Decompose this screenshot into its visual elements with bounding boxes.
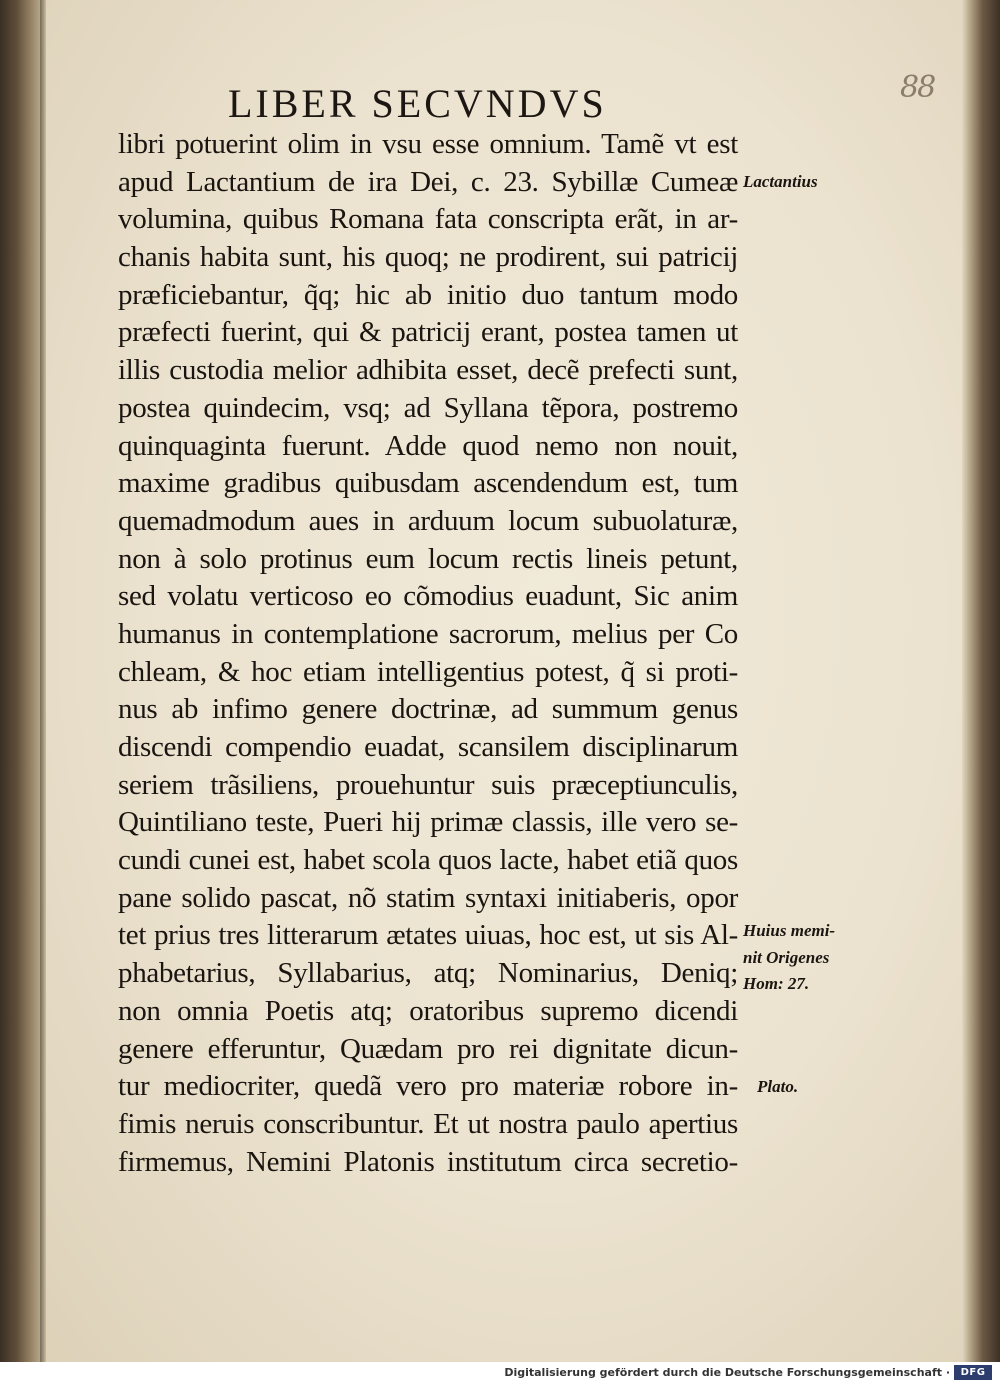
text-line: apud Lactantium de ira Dei, c. 23. Sybillæ Cumeæ — [118, 165, 738, 198]
text-line: tur mediocriter, quedã vero pro materiæ robore in- — [118, 1070, 738, 1103]
text-line: humanus in contemplatione sacrorum, melius per Co — [118, 617, 738, 650]
digitization-credit-text: Digitalisierung gefördert durch die Deutsche Forschungsgemeinschaft · — [504, 1366, 950, 1379]
margin-note-origenes-line1: Huius memi- — [743, 921, 836, 940]
text-line: præfecti fuerint, qui & patricij erant, postea tamen ut — [118, 316, 738, 349]
text-line: chleam, & hoc etiam intelligentius potest, q̃ si proti- — [118, 655, 738, 688]
folio-mark: 88 — [900, 70, 935, 105]
book-edge-right — [962, 0, 1000, 1362]
text-line: præficiebantur, q̃q; hic ab initio duo tantum modo — [118, 278, 738, 311]
text-line: pane solido pascat, nõ statim syntaxi initiaberis, opor — [118, 881, 738, 914]
dfg-logo: DFG — [954, 1365, 992, 1380]
text-line: firmemus, Nemini Platonis institutum circa secretio- — [118, 1145, 738, 1178]
text-line: volumina, quibus Romana fata conscripta erãt, in ar- — [118, 203, 738, 236]
margin-note-plato: Plato. — [757, 1077, 799, 1096]
text-line: non à solo protinus eum locum rectis lineis petunt, — [118, 542, 738, 575]
text-line: sed volatu verticoso eo cõmodius euadunt, Sic anim — [118, 580, 738, 613]
margin-note-origenes-line2: nit Origenes — [743, 948, 830, 967]
text-line: fimis neruis conscribuntur. Et ut nostra paulo apertius — [118, 1107, 738, 1140]
text-line: phabetarius, Syllabarius, atq; Nominarius, Deniq; — [118, 957, 738, 990]
running-header: LIBER SECVNDVS — [228, 81, 607, 126]
text-line: discendi compendio euadat, scansilem disciplinarum — [118, 731, 738, 763]
text-line: libri potuerint olim in vsu esse omnium. Tamẽ vt est — [118, 128, 738, 160]
text-line: maxime gradibus quibusdam ascendendum est, tum — [118, 467, 738, 500]
text-line: Quintiliano teste, Pueri hij primæ classis, ille vero se- — [118, 806, 738, 839]
margin-note-lactantius: Lactantius — [743, 172, 818, 191]
text-line: genere efferuntur, Quædam pro rei dignitate dicun- — [118, 1032, 738, 1065]
text-line: cundi cunei est, habet scola quos lacte, habet etiã quos — [118, 844, 738, 877]
margin-note-origenes-line3: Hom: 27. — [743, 974, 810, 993]
digitization-credit-bar — [0, 1362, 1000, 1384]
text-line: nus ab infimo genere doctrinæ, ad summum genus — [118, 693, 738, 726]
text-line: seriem trãsiliens, prouehuntur suis præceptiunculis, — [118, 768, 738, 801]
text-line: quemadmodum aues in arduum locum subuolaturæ, — [118, 504, 738, 537]
book-edge-left — [0, 0, 46, 1362]
text-line: tet prius tres litterarum ætates uiuas, hoc est, ut sis Al- — [118, 919, 738, 952]
text-line: postea quindecim, vsq; ad Syllana tẽpora, postremo — [118, 391, 738, 424]
text-line: quinquaginta fuerunt. Adde quod nemo non nouit, — [118, 429, 738, 462]
text-line: non omnia Poetis atq; oratoribus supremo dicendi — [118, 994, 738, 1027]
text-line: chanis habita sunt, his quoq; ne prodirent, sui patricij — [118, 241, 738, 274]
text-line: illis custodia melior adhibita esset, decẽ prefecti sunt, — [118, 354, 738, 387]
body-text — [118, 126, 738, 1181]
